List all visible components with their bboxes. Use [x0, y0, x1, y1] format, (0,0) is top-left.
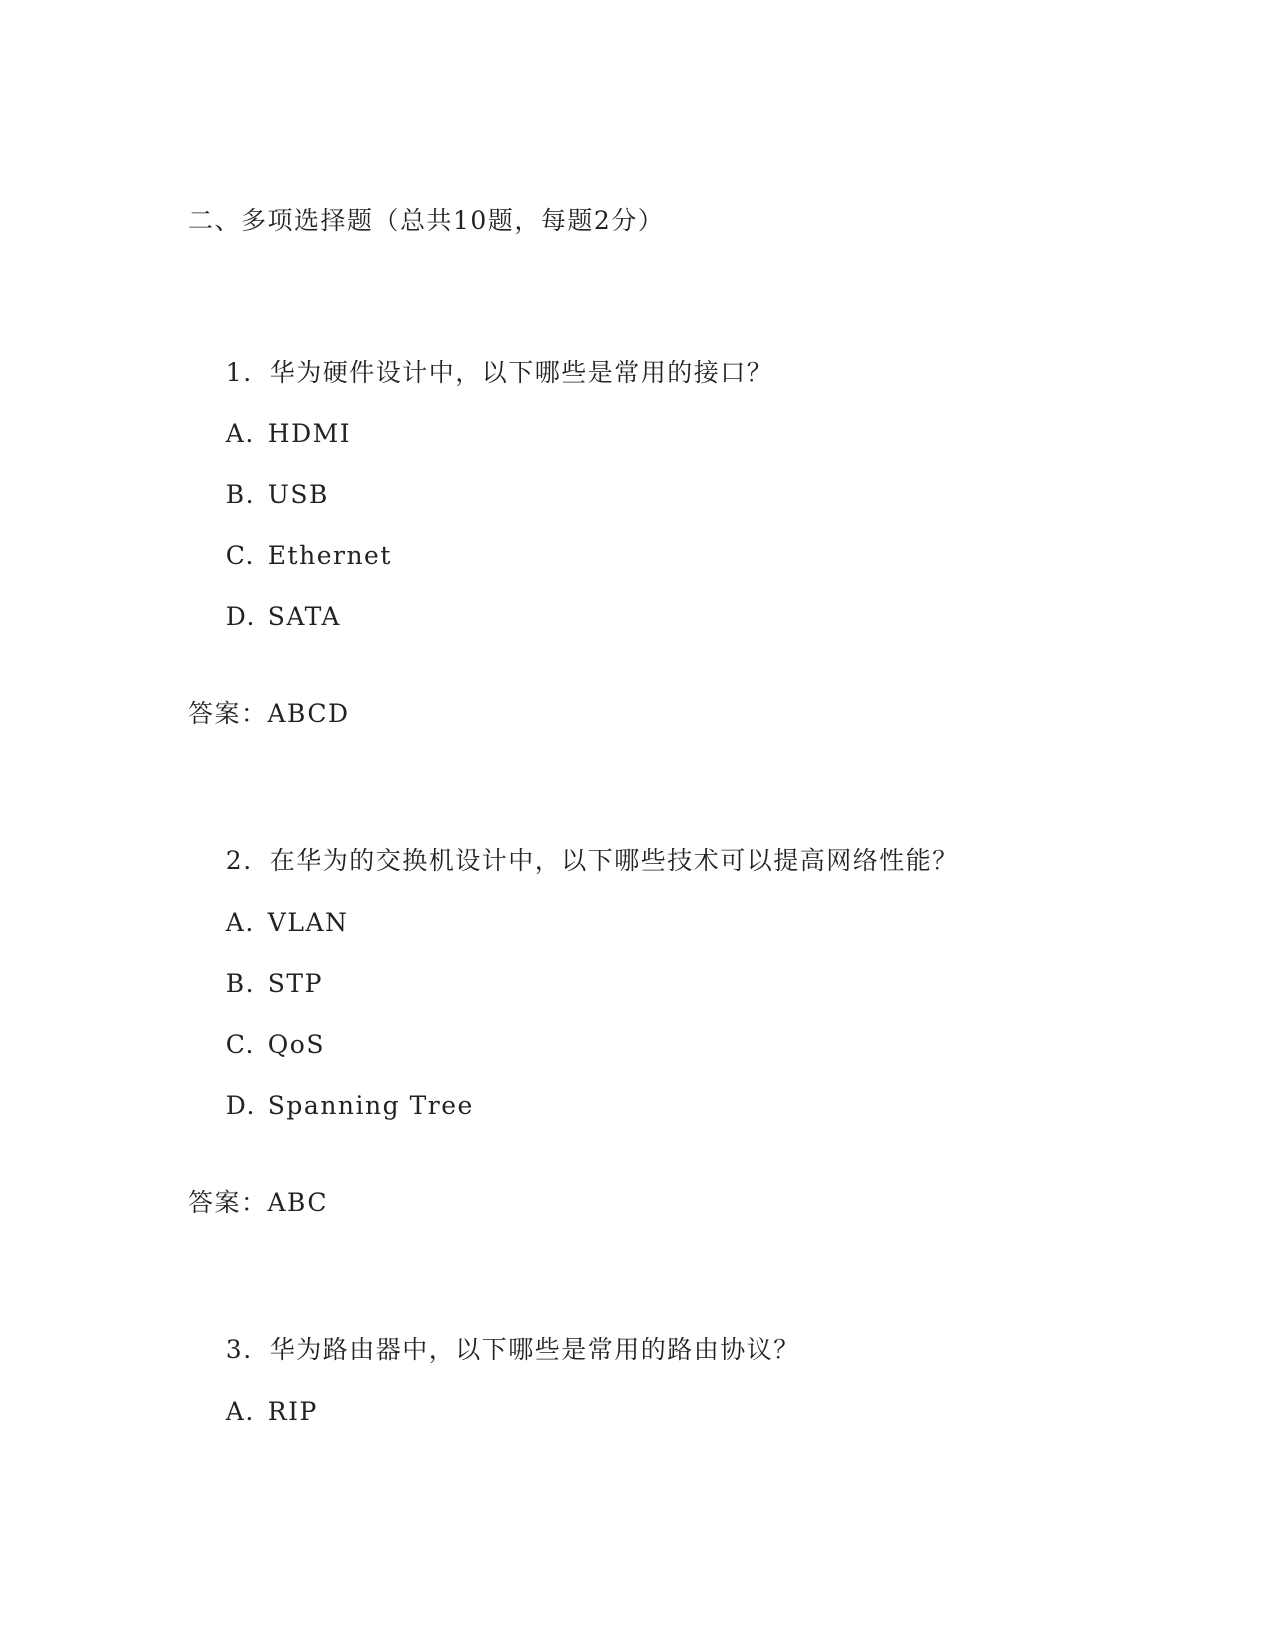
question-number: 3. — [225, 1335, 253, 1364]
option-text: USB — [267, 480, 329, 509]
question-2-answer: 答案：ABC — [188, 1188, 329, 1217]
question-2-option-d — [188, 1068, 474, 1143]
option-letter: A. — [225, 419, 255, 448]
option-letter: D. — [225, 602, 256, 631]
question-3-option-a — [188, 1374, 318, 1449]
option-text: STP — [267, 969, 323, 998]
option-text: QoS — [267, 1030, 325, 1059]
question-number: 1. — [225, 358, 253, 387]
option-text: HDMI — [267, 419, 352, 448]
option-letter: B. — [225, 480, 256, 509]
question-text: 在华为的交换机设计中，以下哪些技术可以提高网络性能？ — [269, 846, 959, 875]
question-number: 2. — [225, 846, 253, 875]
section-heading: 二、多项选择题（总共10题，每题2分） — [188, 206, 665, 235]
question-text: 华为硬件设计中，以下哪些是常用的接口？ — [269, 358, 774, 387]
option-letter: B. — [225, 969, 256, 998]
option-text: VLAN — [267, 908, 349, 937]
option-text: Ethernet — [267, 541, 392, 570]
question-1-option-d — [188, 579, 341, 654]
option-text: Spanning Tree — [267, 1091, 474, 1120]
question-1-answer: 答案：ABCD — [188, 699, 350, 728]
option-letter: A. — [225, 908, 255, 937]
option-letter: C. — [225, 541, 255, 570]
option-text: SATA — [267, 602, 341, 631]
option-letter: C. — [225, 1030, 255, 1059]
option-letter: A. — [225, 1397, 255, 1426]
question-text: 华为路由器中，以下哪些是常用的路由协议？ — [269, 1335, 800, 1364]
option-text: RIP — [267, 1397, 318, 1426]
option-letter: D. — [225, 1091, 256, 1120]
